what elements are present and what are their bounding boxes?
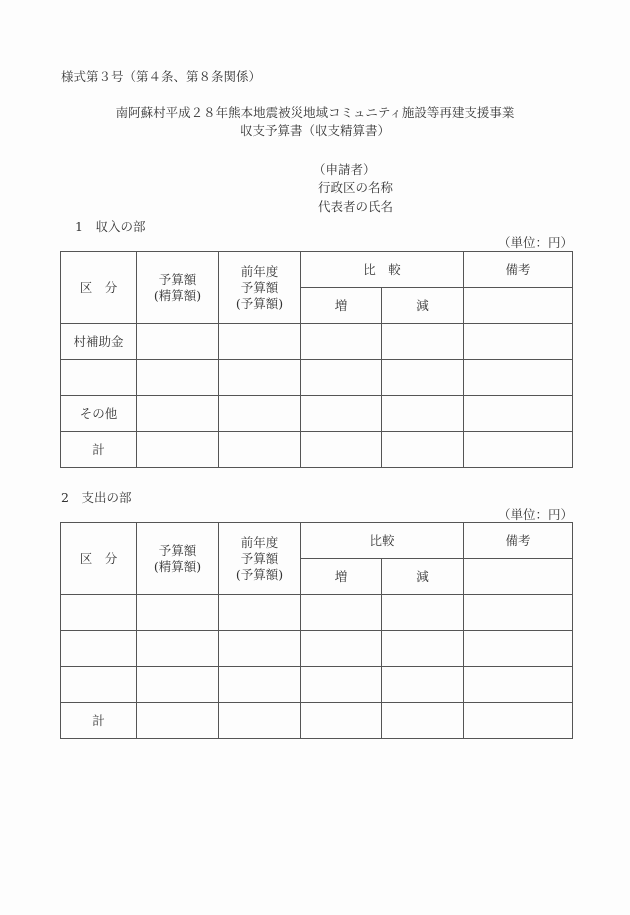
cell-increase[interactable] xyxy=(301,631,382,667)
cell-remarks[interactable] xyxy=(464,703,573,739)
cell-prev[interactable] xyxy=(219,324,301,360)
cell-budget[interactable] xyxy=(137,667,219,703)
header-increase: 増 xyxy=(301,559,382,595)
cell-prev[interactable] xyxy=(219,595,301,631)
cell-budget[interactable] xyxy=(137,360,219,396)
cell-decrease[interactable] xyxy=(382,631,464,667)
header-prev-line1: 前年度 xyxy=(240,263,279,279)
cell-decrease[interactable] xyxy=(382,324,464,360)
header-budget-line2: (精算額) xyxy=(153,558,202,574)
cell-category[interactable] xyxy=(61,667,137,703)
cell-category: 計 xyxy=(61,703,137,739)
table-row xyxy=(61,595,573,631)
form-number: 様式第３号（第４条、第８条関係） xyxy=(61,69,262,84)
header-decrease: 減 xyxy=(382,559,464,595)
cell-remarks[interactable] xyxy=(464,631,573,667)
cell-category[interactable] xyxy=(61,631,137,667)
cell-remarks[interactable] xyxy=(464,324,573,360)
header-remarks: 備考 xyxy=(464,523,573,559)
cell-category[interactable] xyxy=(61,595,137,631)
cell-remarks[interactable] xyxy=(464,595,573,631)
header-prev-line2: 予算額 xyxy=(240,279,279,295)
cell-remarks[interactable] xyxy=(464,396,573,432)
cell-remarks[interactable] xyxy=(464,360,573,396)
table-row xyxy=(61,631,573,667)
header-prev-line2: 予算額 xyxy=(240,550,279,566)
header-budget-line2: (精算額) xyxy=(153,287,202,303)
income-unit-label: （単位：円） xyxy=(498,235,574,250)
header-budget xyxy=(137,252,219,324)
applicant-label: （申請者） xyxy=(313,162,376,177)
cell-category: その他 xyxy=(61,396,137,432)
cell-increase[interactable] xyxy=(301,324,382,360)
header-category: 区 分 xyxy=(61,252,137,324)
cell-category: 計 xyxy=(61,432,137,468)
header-category: 区 分 xyxy=(61,523,137,595)
header-comparison: 比 較 xyxy=(301,252,464,288)
cell-decrease[interactable] xyxy=(382,360,464,396)
cell-budget[interactable] xyxy=(137,432,219,468)
cell-decrease[interactable] xyxy=(382,595,464,631)
cell-decrease[interactable] xyxy=(382,396,464,432)
cell-decrease[interactable] xyxy=(382,667,464,703)
table-row xyxy=(61,396,573,432)
header-comparison: 比較 xyxy=(301,523,464,559)
document-subtitle: 収支予算書（収支精算書） xyxy=(239,123,390,138)
header-prev-line1: 前年度 xyxy=(240,534,279,550)
cell-budget[interactable] xyxy=(137,324,219,360)
income-header-row xyxy=(61,252,573,288)
header-budget-line1: 予算額 xyxy=(158,542,197,558)
header-budget xyxy=(137,523,219,595)
document-title: 南阿蘇村平成２８年熊本地震被災地域コミュニティ施設等再建支援事業 xyxy=(115,105,515,120)
expenditure-unit-label: （単位：円） xyxy=(498,507,574,522)
total-row xyxy=(61,703,573,739)
cell-prev[interactable] xyxy=(219,432,301,468)
cell-increase[interactable] xyxy=(301,396,382,432)
cell-remarks[interactable] xyxy=(464,432,573,468)
cell-prev[interactable] xyxy=(219,396,301,432)
header-prev-line3: (予算額) xyxy=(235,295,284,311)
cell-budget[interactable] xyxy=(137,703,219,739)
expenditure-section-title: 2 支出の部 xyxy=(61,490,132,505)
header-decrease: 減 xyxy=(382,288,464,324)
cell-budget[interactable] xyxy=(137,595,219,631)
header-remarks-blank xyxy=(464,288,573,324)
cell-increase[interactable] xyxy=(301,360,382,396)
header-budget-line1: 予算額 xyxy=(158,271,197,287)
header-prev-line3: (予算額) xyxy=(235,566,284,582)
table-row xyxy=(61,667,573,703)
cell-prev[interactable] xyxy=(219,360,301,396)
header-prev-year xyxy=(219,252,301,324)
cell-category: 村補助金 xyxy=(61,324,137,360)
cell-prev[interactable] xyxy=(219,631,301,667)
cell-increase[interactable] xyxy=(301,703,382,739)
cell-increase[interactable] xyxy=(301,595,382,631)
cell-prev[interactable] xyxy=(219,703,301,739)
table-row xyxy=(61,324,573,360)
expenditure-header-row xyxy=(61,523,573,559)
district-name-label: 行政区の名称 xyxy=(318,180,394,195)
cell-increase[interactable] xyxy=(301,667,382,703)
header-increase: 増 xyxy=(301,288,382,324)
income-section-title: 1 収入の部 xyxy=(75,219,146,234)
header-remarks-blank xyxy=(464,559,573,595)
cell-decrease[interactable] xyxy=(382,703,464,739)
cell-decrease[interactable] xyxy=(382,432,464,468)
total-row xyxy=(61,432,573,468)
cell-budget[interactable] xyxy=(137,396,219,432)
expenditure-table xyxy=(60,522,573,739)
representative-name-label: 代表者の氏名 xyxy=(318,199,394,214)
cell-budget[interactable] xyxy=(137,631,219,667)
cell-remarks[interactable] xyxy=(464,667,573,703)
header-prev-year xyxy=(219,523,301,595)
cell-category[interactable] xyxy=(61,360,137,396)
cell-increase[interactable] xyxy=(301,432,382,468)
cell-prev[interactable] xyxy=(219,667,301,703)
header-remarks: 備考 xyxy=(464,252,573,288)
table-row xyxy=(61,360,573,396)
income-table xyxy=(60,251,573,468)
